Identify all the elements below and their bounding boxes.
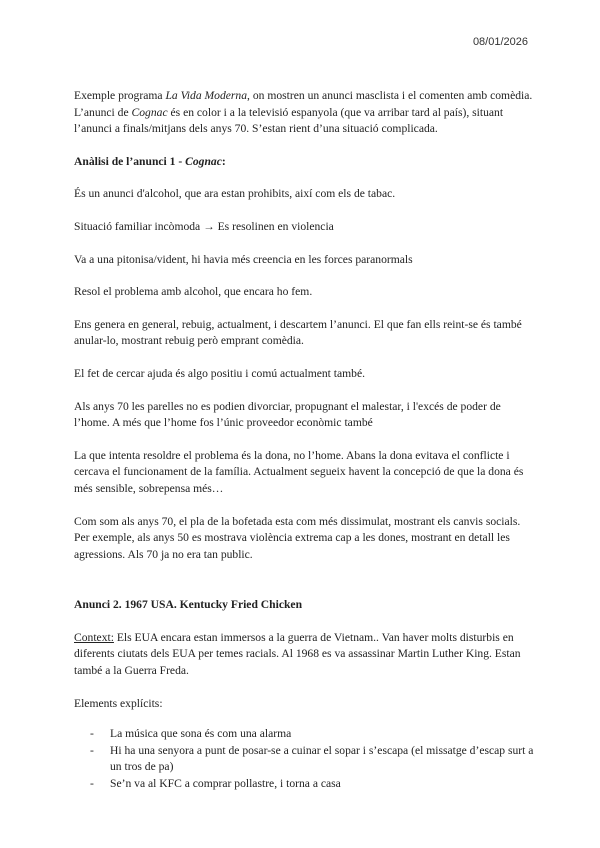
section2-heading: Anunci 2. 1967 USA. Kentucky Fried Chicken <box>74 598 303 612</box>
context-label: Context: <box>74 630 114 644</box>
analysis-paragraph: Als anys 70 les parelles no es podien divorciar, propugnant el malestar, i l'excés de poder de l’home. A més que l’home fos l’únic proveedor econòmic també <box>74 399 501 430</box>
context-text: Els EUA encara estan immersos a la guerra de Vietnam.. Van haver molts disturbis en diferents ciutats dels EUA per temes racials. Al 1968 es va assassinar Martin Luther King. Estan també a la Guerra Freda. <box>74 630 521 678</box>
list-item-text: Se’n va al KFC a comprar pollastre, i torna a casa <box>110 777 341 791</box>
section1-heading-colon: : <box>221 154 226 168</box>
dash-bullet: - <box>90 743 94 757</box>
list-item <box>74 726 534 743</box>
document-date: 08/01/2026 <box>472 36 528 48</box>
intro-text-a: Exemple programa <box>74 89 166 102</box>
analysis-paragraph: Resol el problema amb alcohol, que encara ho fem. <box>74 285 313 299</box>
section1-heading-text: Anàlisi de l’anunci 1 - <box>74 154 186 168</box>
intro-text-c: és en color i a la televisió espanyola (que va arribar tard al país), situant l’anunci a finals/mitjans dels anys 70. S’estan rient d’una situació complicada. <box>74 105 504 136</box>
program-title: La Vida Moderna <box>165 89 248 102</box>
document-body <box>74 88 534 793</box>
context-paragraph <box>74 630 534 680</box>
list-item <box>74 743 534 776</box>
list-item-text: La música que sona és com una alarma <box>110 727 292 741</box>
intro-text-b: , on mostren un anunci masclista i el comenten amb comèdia. L’anunci de <box>74 89 533 119</box>
intro-paragraph <box>74 88 534 138</box>
elements-list <box>74 726 534 792</box>
elements-label: Elements explícits: <box>74 696 163 710</box>
analysis-paragraph: Situació familiar incòmoda → Es resolinen en violencia <box>74 219 334 233</box>
section1-heading <box>74 154 534 171</box>
section1-heading-brand: Cognac <box>185 154 222 168</box>
analysis-paragraph: És un anunci d'alcohol, que ara estan prohibits, així com els de tabac. <box>74 187 396 201</box>
analysis-paragraph: El fet de cercar ajuda és algo positiu i comú actualment també. <box>74 366 366 380</box>
list-item-text: Hi ha una senyora a punt de posar-se a cuinar el sopar i s’escapa (el missatge d’escap surt a un tros de pa) <box>110 743 534 774</box>
analysis-paragraph: Va a una pitonisa/vident, hi havia més creencia en les forces paranormals <box>74 252 413 266</box>
list-item <box>74 776 534 793</box>
analysis-paragraph: La que intenta resoldre el problema és la dona, no l’home. Abans la dona evitava el conflicte i cercava el funcionament de la família. Actualment segueix havent la concepció de que la dona és més sensible, sobrepensa més… <box>74 448 524 495</box>
analysis-paragraph: Ens genera en general, rebuig, actualment, i descartem l’anunci. El que fan ells reint-se és també anular-lo, mostrant rebuig però emprant comèdia. <box>74 317 522 348</box>
analysis-paragraph: Com som als anys 70, el pla de la bofetada esta com més dissimulat, mostrant els canvis socials. Per exemple, als anys 50 es mostrava violència extrema cap a les dones, mostrant en detall les agressions. Als 70 ja no era tan public. <box>74 514 521 561</box>
dash-bullet: - <box>90 727 94 741</box>
brand-name: Cognac <box>131 105 168 119</box>
dash-bullet: - <box>90 777 94 791</box>
